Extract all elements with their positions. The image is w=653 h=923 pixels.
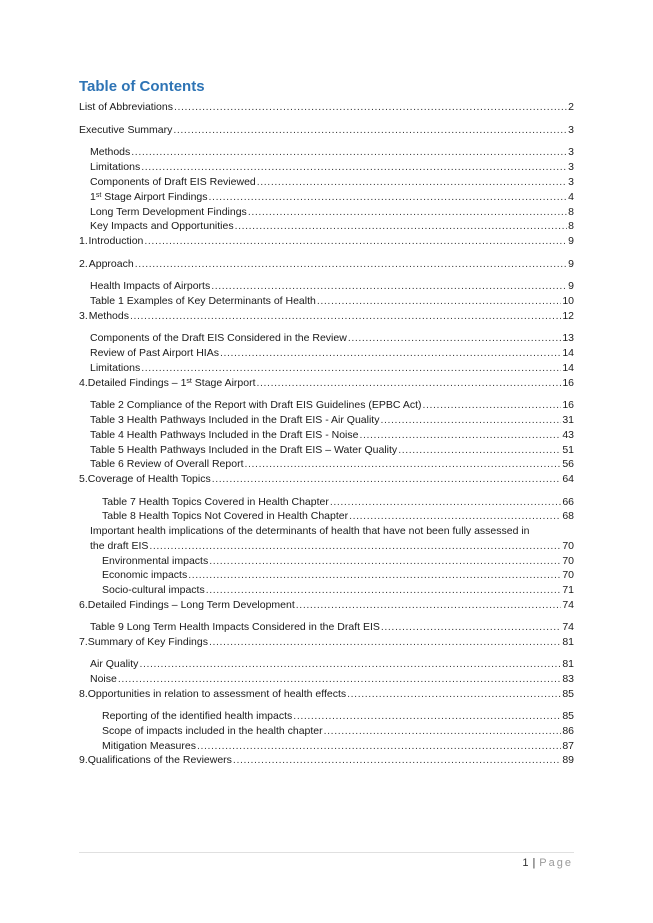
- toc-entry-number: 3.: [79, 310, 88, 322]
- toc-entry-page: 3: [568, 176, 574, 188]
- dot-leader: [118, 673, 561, 686]
- dot-leader: [141, 362, 561, 375]
- dot-leader: [149, 540, 561, 553]
- dot-leader: [381, 621, 561, 634]
- toc-entry[interactable]: [79, 598, 574, 612]
- toc-entry-page: 85: [562, 710, 574, 722]
- page-footer: [522, 857, 573, 869]
- toc-entry[interactable]: [90, 219, 574, 233]
- toc-entry[interactable]: [90, 361, 574, 375]
- toc-entry-label: Table 1 Examples of Key Determinants of Health: [90, 295, 316, 307]
- toc-entry[interactable]: [90, 524, 574, 538]
- toc-entry-number: 5.: [79, 473, 88, 485]
- toc-entry-label: Table 3 Health Pathways Included in the Draft EIS - Air Quality: [90, 414, 380, 426]
- toc-entry-page: 43: [562, 429, 574, 441]
- toc-entry-ordinal-suffix: st: [186, 378, 192, 385]
- toc-entry-label-prefix: Detailed Findings – 1: [87, 377, 187, 389]
- toc-entry-label: Scope of impacts included in the health chapter: [102, 725, 323, 737]
- toc-entry-page: 4: [568, 191, 574, 203]
- toc-entry-label: Mitigation Measures: [102, 740, 196, 752]
- toc-entry-label: Noise: [90, 673, 117, 685]
- toc-entry-page: 14: [562, 362, 574, 374]
- toc-entry-label: Coverage of Health Topics: [87, 473, 211, 485]
- toc-entry[interactable]: [102, 739, 574, 753]
- toc-entry-label: Table 4 Health Pathways Included in the Draft EIS - Noise: [90, 429, 359, 441]
- toc-entry[interactable]: [90, 145, 574, 159]
- toc-entry[interactable]: [102, 583, 574, 597]
- dot-leader: [141, 161, 567, 174]
- dot-leader: [359, 429, 561, 442]
- toc-entry-page: 14: [562, 347, 574, 359]
- toc-entry-label: List of Abbreviations: [79, 101, 173, 113]
- toc-entry-label: [90, 191, 208, 204]
- toc-entry-page: 51: [562, 444, 574, 456]
- dot-leader: [293, 710, 561, 723]
- toc-entry[interactable]: [79, 100, 574, 114]
- toc-entry[interactable]: [90, 539, 574, 553]
- dot-leader: [211, 280, 567, 293]
- toc-entry-label: Economic impacts: [102, 569, 188, 581]
- toc-entry[interactable]: [79, 472, 574, 486]
- toc-entry-page: 8: [568, 206, 574, 218]
- toc-entry[interactable]: [79, 234, 574, 248]
- toc-entry-number: 8.: [79, 688, 88, 700]
- dot-leader: [317, 295, 561, 308]
- dot-leader: [212, 473, 562, 486]
- toc-entry[interactable]: [90, 160, 574, 174]
- toc-entry[interactable]: [79, 257, 574, 271]
- toc-entry-label: Environmental impacts: [102, 555, 209, 567]
- toc-entry-page: 71: [562, 584, 574, 596]
- toc-entry-label: Table 9 Long Term Health Impacts Considered in the Draft EIS: [90, 621, 380, 633]
- toc-entry[interactable]: [90, 331, 574, 345]
- toc-entry-label: Qualifications of the Reviewers: [87, 754, 232, 766]
- toc-entry-page: 2: [568, 101, 574, 113]
- toc-entry-label: Review of Past Airport HIAs: [90, 347, 219, 359]
- toc-entry[interactable]: [90, 294, 574, 308]
- toc-entry-page: 74: [562, 621, 574, 633]
- toc-entry-page: 31: [562, 414, 574, 426]
- toc-entry-page: 9: [568, 235, 574, 247]
- toc-entry-number: 7.: [79, 636, 88, 648]
- toc-entry-page: 9: [568, 280, 574, 292]
- dot-leader: [398, 444, 561, 457]
- dot-leader: [349, 510, 561, 523]
- toc-entry-label: Limitations: [90, 362, 141, 374]
- toc-entry[interactable]: [90, 398, 574, 412]
- toc-title: Table of Contents: [79, 78, 205, 95]
- dot-leader: [348, 332, 562, 345]
- dot-leader: [380, 414, 561, 427]
- page-word: Page: [539, 857, 573, 869]
- toc-entry-number: 6.: [79, 599, 88, 611]
- toc-entry[interactable]: [90, 457, 574, 471]
- toc-entry-label: Approach: [88, 258, 134, 270]
- toc-entry-label: Summary of Key Findings: [87, 636, 208, 648]
- toc-entry-label: Limitations: [90, 161, 141, 173]
- toc-entry-page: 85: [562, 688, 574, 700]
- toc-entry-page: 86: [562, 725, 574, 737]
- page-number: 1: [522, 857, 529, 869]
- toc-entry-label: Table 7 Health Topics Covered in Health Chapter: [102, 496, 329, 508]
- toc-entry[interactable]: [79, 753, 574, 767]
- dot-leader: [422, 399, 561, 412]
- dot-leader: [130, 310, 561, 323]
- toc-entry[interactable]: [102, 724, 574, 738]
- toc-entry-label-rest: Stage Airport: [191, 377, 256, 389]
- toc-entry[interactable]: [90, 620, 574, 634]
- toc-entry[interactable]: [79, 635, 574, 649]
- toc-entry[interactable]: [79, 687, 574, 701]
- toc-entry[interactable]: [102, 509, 574, 523]
- dot-leader: [296, 599, 562, 612]
- toc-entry-page: 16: [562, 399, 574, 411]
- toc-entry[interactable]: [90, 205, 574, 219]
- toc-entry[interactable]: [79, 376, 574, 390]
- toc-entry[interactable]: [102, 709, 574, 723]
- toc-entry-label: Opportunities in relation to assessment of health effects: [87, 688, 347, 700]
- toc-entry[interactable]: [90, 175, 574, 189]
- toc-entry-label: Components of the Draft EIS Considered in the Review: [90, 332, 347, 344]
- toc-entry-label: Table 8 Health Topics Not Covered in Health Chapter: [102, 510, 349, 522]
- toc-entry[interactable]: [79, 309, 574, 323]
- toc-entry-page: 70: [562, 569, 574, 581]
- toc-entry[interactable]: [90, 428, 574, 442]
- toc-entry[interactable]: [102, 554, 574, 568]
- dot-leader: [139, 658, 561, 671]
- dot-leader: [174, 101, 567, 114]
- toc-entry-label: [88, 377, 256, 390]
- toc-entry[interactable]: [79, 123, 574, 137]
- toc-entry-number: 4.: [79, 377, 88, 389]
- footer-divider: [79, 852, 574, 853]
- toc-entry-page: 83: [562, 673, 574, 685]
- toc-entry-label: Health Impacts of Airports: [90, 280, 211, 292]
- toc-entry-label: Detailed Findings – Long Term Development: [87, 599, 295, 611]
- toc-entry-page: 64: [562, 473, 574, 485]
- toc-entry-page: 16: [562, 377, 574, 389]
- toc-entry-page: 10: [562, 295, 574, 307]
- toc-entry-page: 68: [562, 510, 574, 522]
- toc-entry-number: 1.: [79, 235, 88, 247]
- toc-entry-page: 3: [568, 124, 574, 136]
- dot-leader: [144, 235, 567, 248]
- toc-entry-label: Components of Draft EIS Reviewed: [90, 176, 256, 188]
- dot-leader: [220, 347, 561, 360]
- toc-entry-page: 12: [562, 310, 574, 322]
- toc-entry-page: 13: [562, 332, 574, 344]
- dot-leader: [330, 496, 561, 509]
- toc-entry-label: Reporting of the identified health impacts: [102, 710, 293, 722]
- toc-entry[interactable]: [90, 190, 574, 204]
- toc-entry-page: 70: [562, 540, 574, 552]
- toc-entry-label: the draft EIS: [90, 540, 149, 552]
- dot-leader: [257, 176, 567, 189]
- toc-entry-label: Long Term Development Findings: [90, 206, 247, 218]
- dot-leader: [135, 258, 567, 271]
- dot-leader: [248, 206, 567, 219]
- toc-entry-label: Table 6 Review of Overall Report: [90, 458, 244, 470]
- toc-entry[interactable]: [90, 657, 574, 671]
- toc-entry-label: Air Quality: [90, 658, 139, 670]
- dot-leader: [173, 124, 567, 137]
- toc-entry-label: Important health implications of the determinants of health that have not been fully assessed in: [90, 525, 530, 537]
- dot-leader: [257, 377, 562, 390]
- toc-entry[interactable]: [90, 443, 574, 457]
- toc-entry-label: Introduction: [88, 235, 144, 247]
- toc-entry[interactable]: [90, 346, 574, 360]
- toc-entry-label: Executive Summary: [79, 124, 173, 136]
- toc-entry-number: 2.: [79, 258, 88, 270]
- dot-leader: [188, 569, 561, 582]
- toc-entry-page: 89: [562, 754, 574, 766]
- toc-entry-page: 8: [568, 220, 574, 232]
- toc-entry-number: 9.: [79, 754, 88, 766]
- toc-entry-page: 66: [562, 496, 574, 508]
- dot-leader: [233, 754, 561, 767]
- dot-leader: [347, 688, 561, 701]
- toc-entry-page: 3: [568, 161, 574, 173]
- toc-entry-label: Socio-cultural impacts: [102, 584, 205, 596]
- dot-leader: [209, 555, 561, 568]
- toc-entry[interactable]: [90, 279, 574, 293]
- toc-entry[interactable]: [102, 568, 574, 582]
- toc-entry-label: Methods: [88, 310, 129, 322]
- toc-entry-page: 74: [562, 599, 574, 611]
- toc-entry-page: 3: [568, 146, 574, 158]
- dot-leader: [209, 636, 561, 649]
- toc-entry-ordinal-suffix: st: [95, 192, 102, 199]
- dot-leader: [197, 740, 561, 753]
- dot-leader: [209, 191, 568, 204]
- toc-entry-page: 56: [562, 458, 574, 470]
- toc-entry-label: Key Impacts and Opportunities: [90, 220, 234, 232]
- toc-entry-page: 81: [562, 636, 574, 648]
- toc-entry[interactable]: [90, 413, 574, 427]
- toc-entry-label-rest: Stage Airport Findings: [101, 191, 208, 203]
- toc-entry-label-prefix: 1: [90, 191, 96, 203]
- toc-entry-page: 81: [562, 658, 574, 670]
- toc-entry-page: 9: [568, 258, 574, 270]
- footer-separator: |: [532, 857, 536, 869]
- toc-entry-page: 70: [562, 555, 574, 567]
- toc-entry-label: Methods: [90, 146, 131, 158]
- toc-entry[interactable]: [90, 672, 574, 686]
- toc-entry-page: 87: [562, 740, 574, 752]
- toc-entry-label: Table 5 Health Pathways Included in the Draft EIS – Water Quality: [90, 444, 398, 456]
- dot-leader: [235, 220, 568, 233]
- toc-entry[interactable]: [102, 495, 574, 509]
- dot-leader: [245, 458, 562, 471]
- toc-entry-label: Table 2 Compliance of the Report with Draft EIS Guidelines (EPBC Act): [90, 399, 422, 411]
- dot-leader: [206, 584, 562, 597]
- dot-leader: [324, 725, 562, 738]
- dot-leader: [131, 146, 567, 159]
